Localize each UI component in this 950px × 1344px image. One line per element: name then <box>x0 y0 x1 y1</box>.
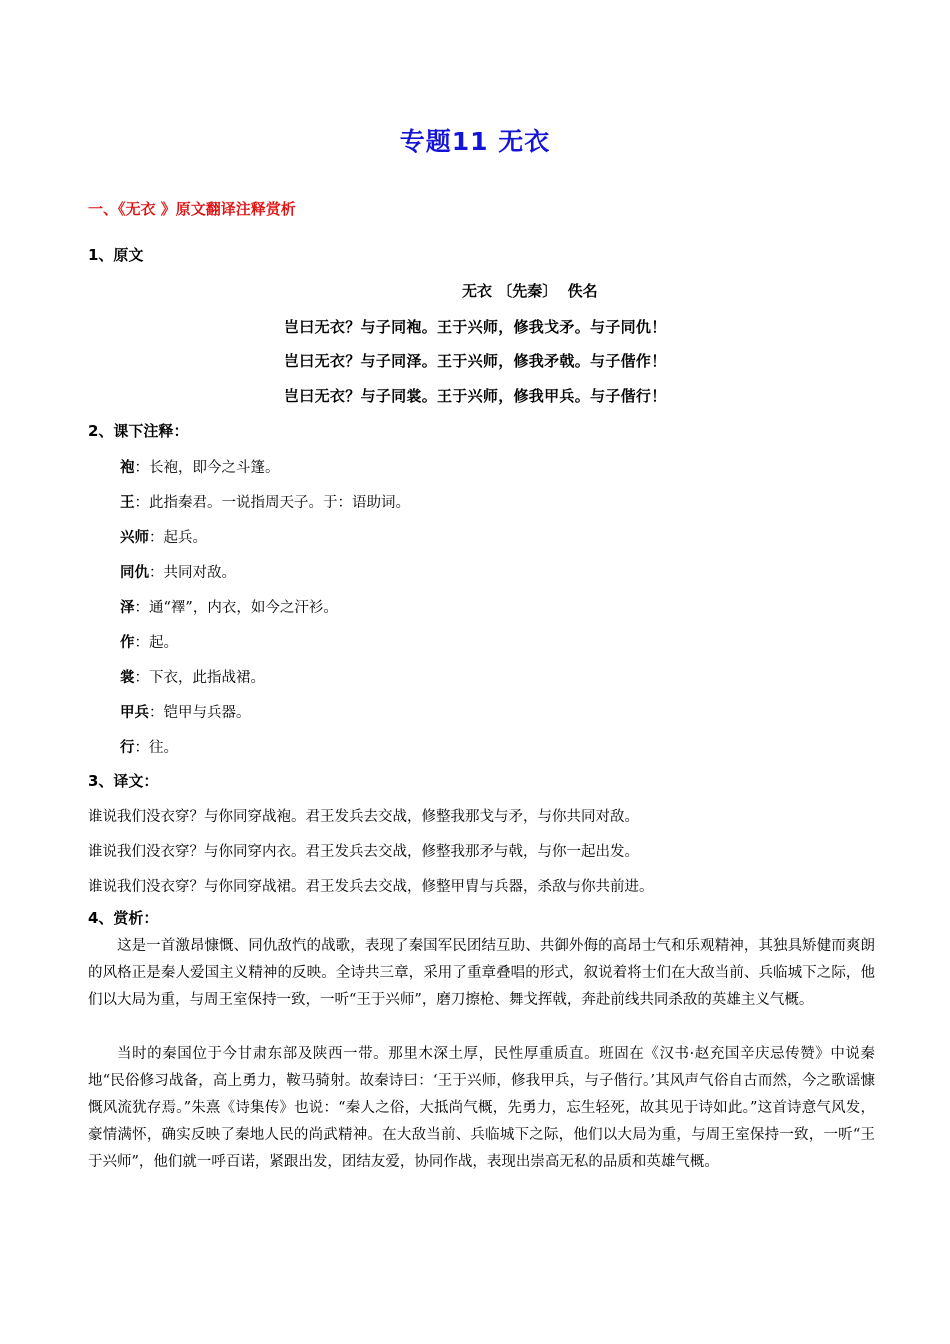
appreciation-paragraph: 当时的秦国位于今甘肃东部及陕西一带。那里木深土厚，民性厚重质直。班固在《汉书·赵充国辛庆忌传赞》中说秦地“民俗修习战备，高上勇力，鞍马骑射。故秦诗曰：‘王于兴师，修我甲兵，与子偕行。’其风声气俗自古而然，今之歌谣慷慨风流犹存焉。”朱熹《诗集传》也说：“秦人之俗，大抵尚气概，先勇力，忘生轻死，故其见于诗如此。”这首诗意气风发，豪情满怀，确实反映了秦地人民的尚武精神。在大敌当前、兵临城下之际，他们以大局为重，与周王室保持一致，一听“王于兴师”，他们就一呼百诺，紧跟出发，团结友爱，协同作战，表现出崇高无私的品质和英雄气概。 <box>88 1046 875 1170</box>
poem-line: 岂曰无衣？与子同裳。王于兴师，修我甲兵。与子偕行！ <box>284 387 667 405</box>
section-heading-1: 一、《无衣 》原文翻译注释赏析 <box>88 200 296 218</box>
note-term: 同仇 <box>120 565 149 581</box>
note-item <box>120 526 207 547</box>
note-term: 裳 <box>120 670 135 686</box>
note-item <box>120 491 410 512</box>
note-item <box>120 736 178 757</box>
note-term: 兴师 <box>120 530 149 546</box>
note-definition: ：往。 <box>134 740 178 756</box>
note-definition: ：通“襗”，内衣，如今之汗衫。 <box>134 600 338 616</box>
original-heading: 1、原文 <box>88 246 144 264</box>
note-item <box>120 456 280 477</box>
poem-line: 岂曰无衣？与子同泽。王于兴师，修我矛戟。与子偕作！ <box>284 352 667 370</box>
poem-header: 无衣 〔先秦〕 佚名 <box>462 282 598 300</box>
notes-heading: 2、课下注释： <box>88 422 189 440</box>
note-term: 袍 <box>120 460 135 476</box>
translation-line: 谁说我们没衣穿？与你同穿战裙。君王发兵去交战，修整甲胄与兵器，杀敌与你共前进。 <box>88 879 654 895</box>
note-item <box>120 631 178 652</box>
note-term: 甲兵 <box>120 705 149 721</box>
note-item <box>120 666 265 687</box>
note-definition: ：共同对敌。 <box>149 565 236 581</box>
note-item <box>120 701 251 722</box>
translation-heading: 3、译文： <box>88 772 159 790</box>
translation-line: 谁说我们没衣穿？与你同穿内衣。君王发兵去交战，修整我那矛与戟，与你一起出发。 <box>88 844 639 860</box>
note-definition: ：铠甲与兵器。 <box>149 705 251 721</box>
note-definition: ：下衣，此指战裙。 <box>134 670 265 686</box>
note-definition: ：起。 <box>134 635 178 651</box>
note-term: 行 <box>120 740 135 756</box>
appreciation-heading: 4、赏析： <box>88 909 159 927</box>
note-item <box>120 596 338 617</box>
page-title: 专题11 无衣 <box>399 127 551 156</box>
note-definition: ：长袍，即今之斗篷。 <box>134 460 280 476</box>
appreciation-paragraph: 这是一首激昂慷慨、同仇敌忾的战歌，表现了秦国军民团结互助、共御外侮的高昂士气和乐观精神，其独具矫健而爽朗的风格正是秦人爱国主义精神的反映。全诗共三章，采用了重章叠唱的形式，叙说着将士们在大敌当前、兵临城下之际，他们以大局为重，与周王室保持一致，一听“王于兴师”，磨刀擦枪、舞戈挥戟，奔赴前线共同杀敌的英雄主义气概。 <box>88 938 875 1008</box>
note-term: 作 <box>120 635 135 651</box>
translation-line: 谁说我们没衣穿？与你同穿战袍。君王发兵去交战，修整我那戈与矛，与你共同对敌。 <box>88 809 639 825</box>
note-item <box>120 561 236 582</box>
note-definition: ：起兵。 <box>149 530 207 546</box>
note-definition: ：此指秦君。一说指周天子。于：语助词。 <box>134 495 410 511</box>
note-term: 王 <box>120 495 135 511</box>
note-term: 泽 <box>120 600 135 616</box>
poem-line: 岂曰无衣？与子同袍。王于兴师，修我戈矛。与子同仇！ <box>284 318 667 336</box>
